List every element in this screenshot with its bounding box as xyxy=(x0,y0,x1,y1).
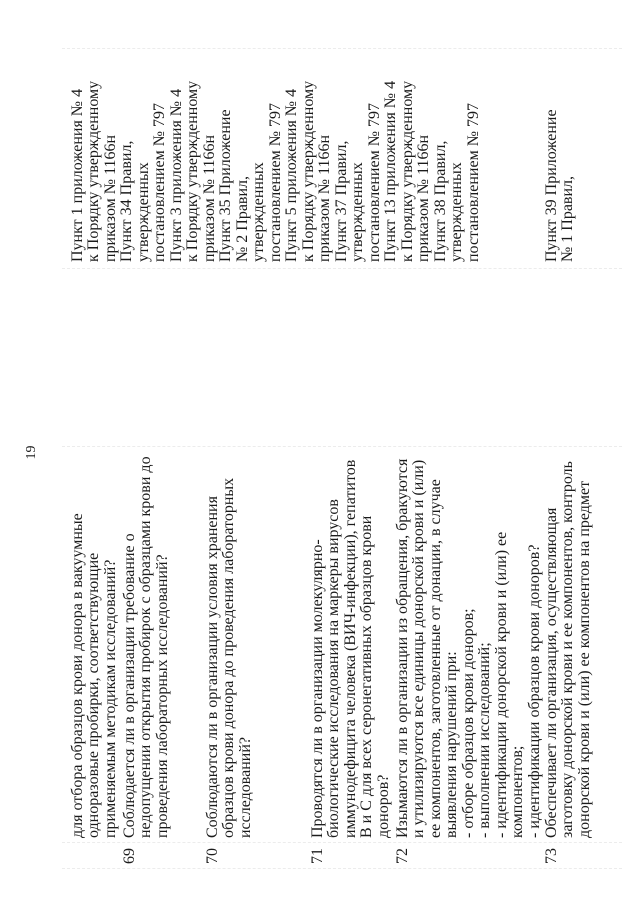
row-number: 69 xyxy=(120,848,138,864)
question-text-line: одноразовые пробирки, соответствующие xyxy=(85,552,103,838)
question-text-line: доноров? xyxy=(374,774,392,838)
reference-text-line: приказом № 1166н xyxy=(200,134,218,262)
reference-text-line: к Порядку утвержденному xyxy=(85,80,103,262)
reference-text-line: № 1 Правил, xyxy=(559,175,577,262)
question-text-line: выявления нарушений при: xyxy=(443,651,461,838)
question-text-line: проведения лабораторных исследований? xyxy=(153,554,171,838)
reference-text-line: постановлением № 797 xyxy=(266,103,284,262)
question-cell xyxy=(544,461,594,838)
reference-text-line: к Порядку утвержденному xyxy=(184,80,202,262)
question-text-line: Соблюдается ли в организации требование о xyxy=(120,533,138,838)
row-number: 72 xyxy=(393,848,411,864)
reference-text-line: Пункт 34 Правил, xyxy=(118,140,136,262)
question-text-line: иммунодефицита человека (ВИЧ-инфекции), гепатитов xyxy=(341,459,359,838)
row-number: 73 xyxy=(542,848,560,864)
reference-text-line: утвержденных xyxy=(349,162,367,262)
question-text-line: применяемым методикам исследований? xyxy=(101,559,119,838)
reference-text-line: Пункт 3 приложения № 4 xyxy=(167,88,185,262)
question-text-line: ее компонентов, заготовленные от донации, в случае xyxy=(426,479,444,838)
question-cell xyxy=(70,513,120,838)
page-number: 19 xyxy=(24,445,39,460)
row-number: 71 xyxy=(308,848,326,864)
question-text-line: донорской крови и (или) ее компонентов на предмет xyxy=(575,480,593,838)
question-text-line: - идентификации образцов крови доноров? xyxy=(525,544,543,838)
reference-text-line: приказом № 1166н xyxy=(101,134,119,262)
reference-text-line: утвержденных xyxy=(250,162,268,262)
question-text-line: заготовку донорской крови и ее компонентов, контроль xyxy=(559,461,577,838)
question-text-line: Проводятся ли в организации молекулярно- xyxy=(308,539,326,838)
question-text-line: компонентов; xyxy=(509,745,527,838)
question-text-line: В и С для всех серонегативных образцов крови xyxy=(358,515,376,838)
row-number: 70 xyxy=(203,848,221,864)
reference-text-line: Пункт 5 приложения № 4 xyxy=(283,88,301,262)
reference-text-line: Пункт 39 Приложение xyxy=(542,109,560,262)
question-text-line: образцов крови донора до проведения лабораторных xyxy=(220,477,238,838)
question-text-line: Обеспечивает ли организация, осуществляющая xyxy=(542,507,560,838)
reference-text-line: Пункт 1 приложения № 4 xyxy=(68,88,86,262)
reference-text-line: Пункт 38 Правил, xyxy=(431,140,449,262)
reference-text-line: Пункт 35 Приложение xyxy=(217,109,235,262)
question-cell xyxy=(395,459,544,838)
reference-text-line: постановлением № 797 xyxy=(365,103,383,262)
question-cell xyxy=(122,456,172,838)
question-text-line: Соблюдаются ли в организации условия хранения xyxy=(203,496,221,838)
legal-reference-cell xyxy=(433,103,483,262)
question-cell xyxy=(205,478,255,838)
reference-text-line: постановлением № 797 xyxy=(151,103,169,262)
question-text-line: Изымаются ли в организации из обращения, бракуются xyxy=(393,458,411,838)
question-text-line: и утилизируются все единицы донорской крови и (или) xyxy=(410,459,428,838)
reference-text-line: утвержденных xyxy=(448,162,466,262)
reference-text-line: Пункт 37 Правил, xyxy=(332,140,350,262)
reference-text-line: постановлением № 797 xyxy=(464,103,482,262)
legal-reference-cell xyxy=(544,109,577,262)
legal-reference-cell xyxy=(334,81,433,262)
question-text-line: - идентификации донорской крови и (или) ее xyxy=(492,531,510,838)
legal-reference-cell xyxy=(119,81,218,262)
question-text-line: недопущении открытия пробирок с образцами крови до xyxy=(137,456,155,838)
reference-text-line: Пункт 13 приложения № 4 xyxy=(382,80,400,262)
reference-text-line: приказом № 1166н xyxy=(316,134,334,262)
legal-reference-cell xyxy=(218,81,334,262)
question-text-line: - отборе образцов крови доноров; xyxy=(459,608,477,838)
question-text-line: для отбора образцов крови донора в вакуумные xyxy=(68,513,86,838)
question-cell xyxy=(310,460,393,838)
question-text-line: - выполнении исследований; xyxy=(476,642,494,838)
reference-text-line: утвержденных xyxy=(134,162,152,262)
question-text-line: биологические исследования на маркеры вирусов xyxy=(325,499,343,838)
reference-text-line: № 2 Правил, xyxy=(233,175,251,262)
reference-text-line: приказом № 1166н xyxy=(415,134,433,262)
legal-reference-cell xyxy=(70,81,120,262)
reference-text-line: к Порядку утвержденному xyxy=(398,80,416,262)
question-text-line: исследований? xyxy=(236,736,254,838)
reference-text-line: к Порядку утвержденному xyxy=(299,80,317,262)
